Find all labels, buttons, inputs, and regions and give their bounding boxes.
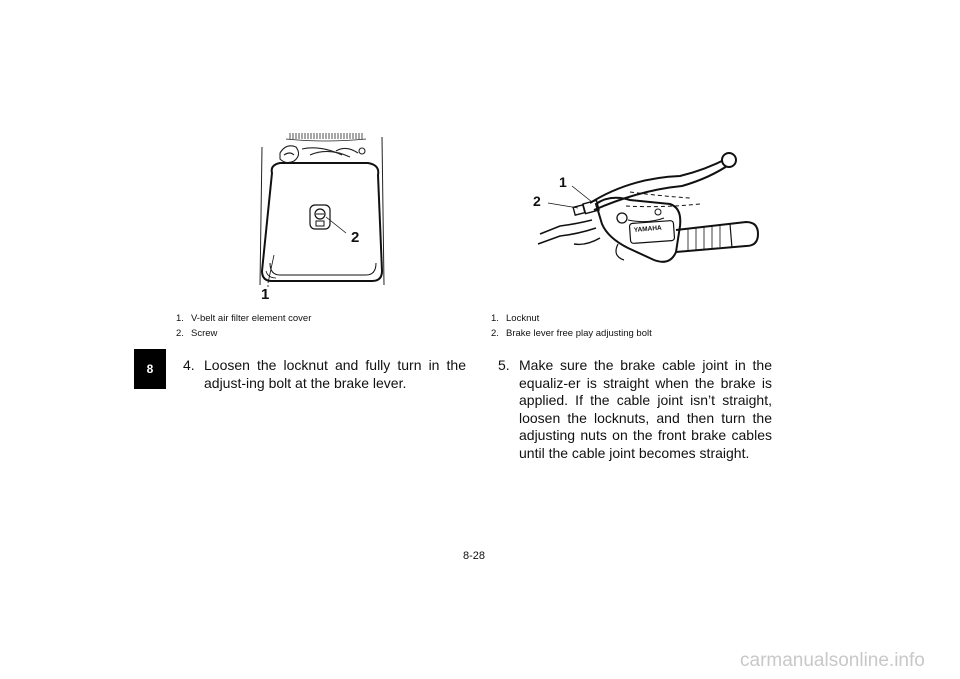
filter-cover bbox=[262, 163, 382, 281]
callout-leader-1 bbox=[268, 255, 274, 283]
step-number: 4. bbox=[183, 357, 195, 373]
step-4 bbox=[183, 357, 466, 392]
callout-leader-2 bbox=[548, 203, 578, 208]
figure-right-legend bbox=[491, 311, 771, 341]
legend-item bbox=[176, 326, 426, 341]
step-5 bbox=[498, 357, 772, 462]
callout-2: 2 bbox=[351, 229, 360, 246]
hoses-drawing bbox=[280, 146, 365, 163]
page-number: 8-28 bbox=[463, 550, 486, 562]
footer-url-watermark[interactable]: carmanualsonline.info bbox=[740, 650, 925, 671]
step-number: 5. bbox=[498, 357, 510, 373]
legend-text: V-belt air filter element cover bbox=[191, 313, 312, 324]
grille-drawing bbox=[286, 133, 366, 141]
figure-left-legend bbox=[176, 311, 426, 341]
legend-num: 2. bbox=[176, 328, 184, 339]
brand-mark: YAMAHA bbox=[633, 224, 663, 234]
chapter-tab: 8 bbox=[134, 349, 166, 389]
step-text: Loosen the locknut and fully turn in the adjust-ing bolt at the brake lever. bbox=[204, 357, 466, 391]
callout-leader-2 bbox=[326, 217, 346, 233]
legend-text: Locknut bbox=[506, 313, 540, 324]
callout-1: 1 bbox=[261, 286, 270, 303]
legend-item bbox=[491, 311, 771, 326]
callout-leader-1 bbox=[572, 186, 592, 202]
legend-num: 2. bbox=[491, 328, 499, 339]
legend-item bbox=[176, 311, 426, 326]
brake-lever-drawing bbox=[538, 153, 758, 262]
step-text: Make sure the brake cable joint in the equaliz-er is straight when the brake is applied. If the cable joint isn’t straight, loosen the locknuts, and then turn the adjusting nuts on the front brake cables until the cable joint becomes straight. bbox=[519, 357, 772, 461]
callout-2: 2 bbox=[533, 193, 541, 209]
legend-num: 1. bbox=[176, 313, 184, 324]
legend-item bbox=[491, 326, 771, 341]
frame-lines bbox=[260, 137, 384, 285]
callout-1: 1 bbox=[559, 174, 567, 190]
air-filter-cover-illustration bbox=[250, 125, 400, 305]
legend-num: 1. bbox=[491, 313, 499, 324]
legend-text: Screw bbox=[191, 328, 218, 339]
brake-lever-illustration bbox=[530, 148, 770, 270]
legend-text: Brake lever free play adjusting bolt bbox=[506, 328, 652, 339]
screw-drawing bbox=[310, 205, 330, 229]
